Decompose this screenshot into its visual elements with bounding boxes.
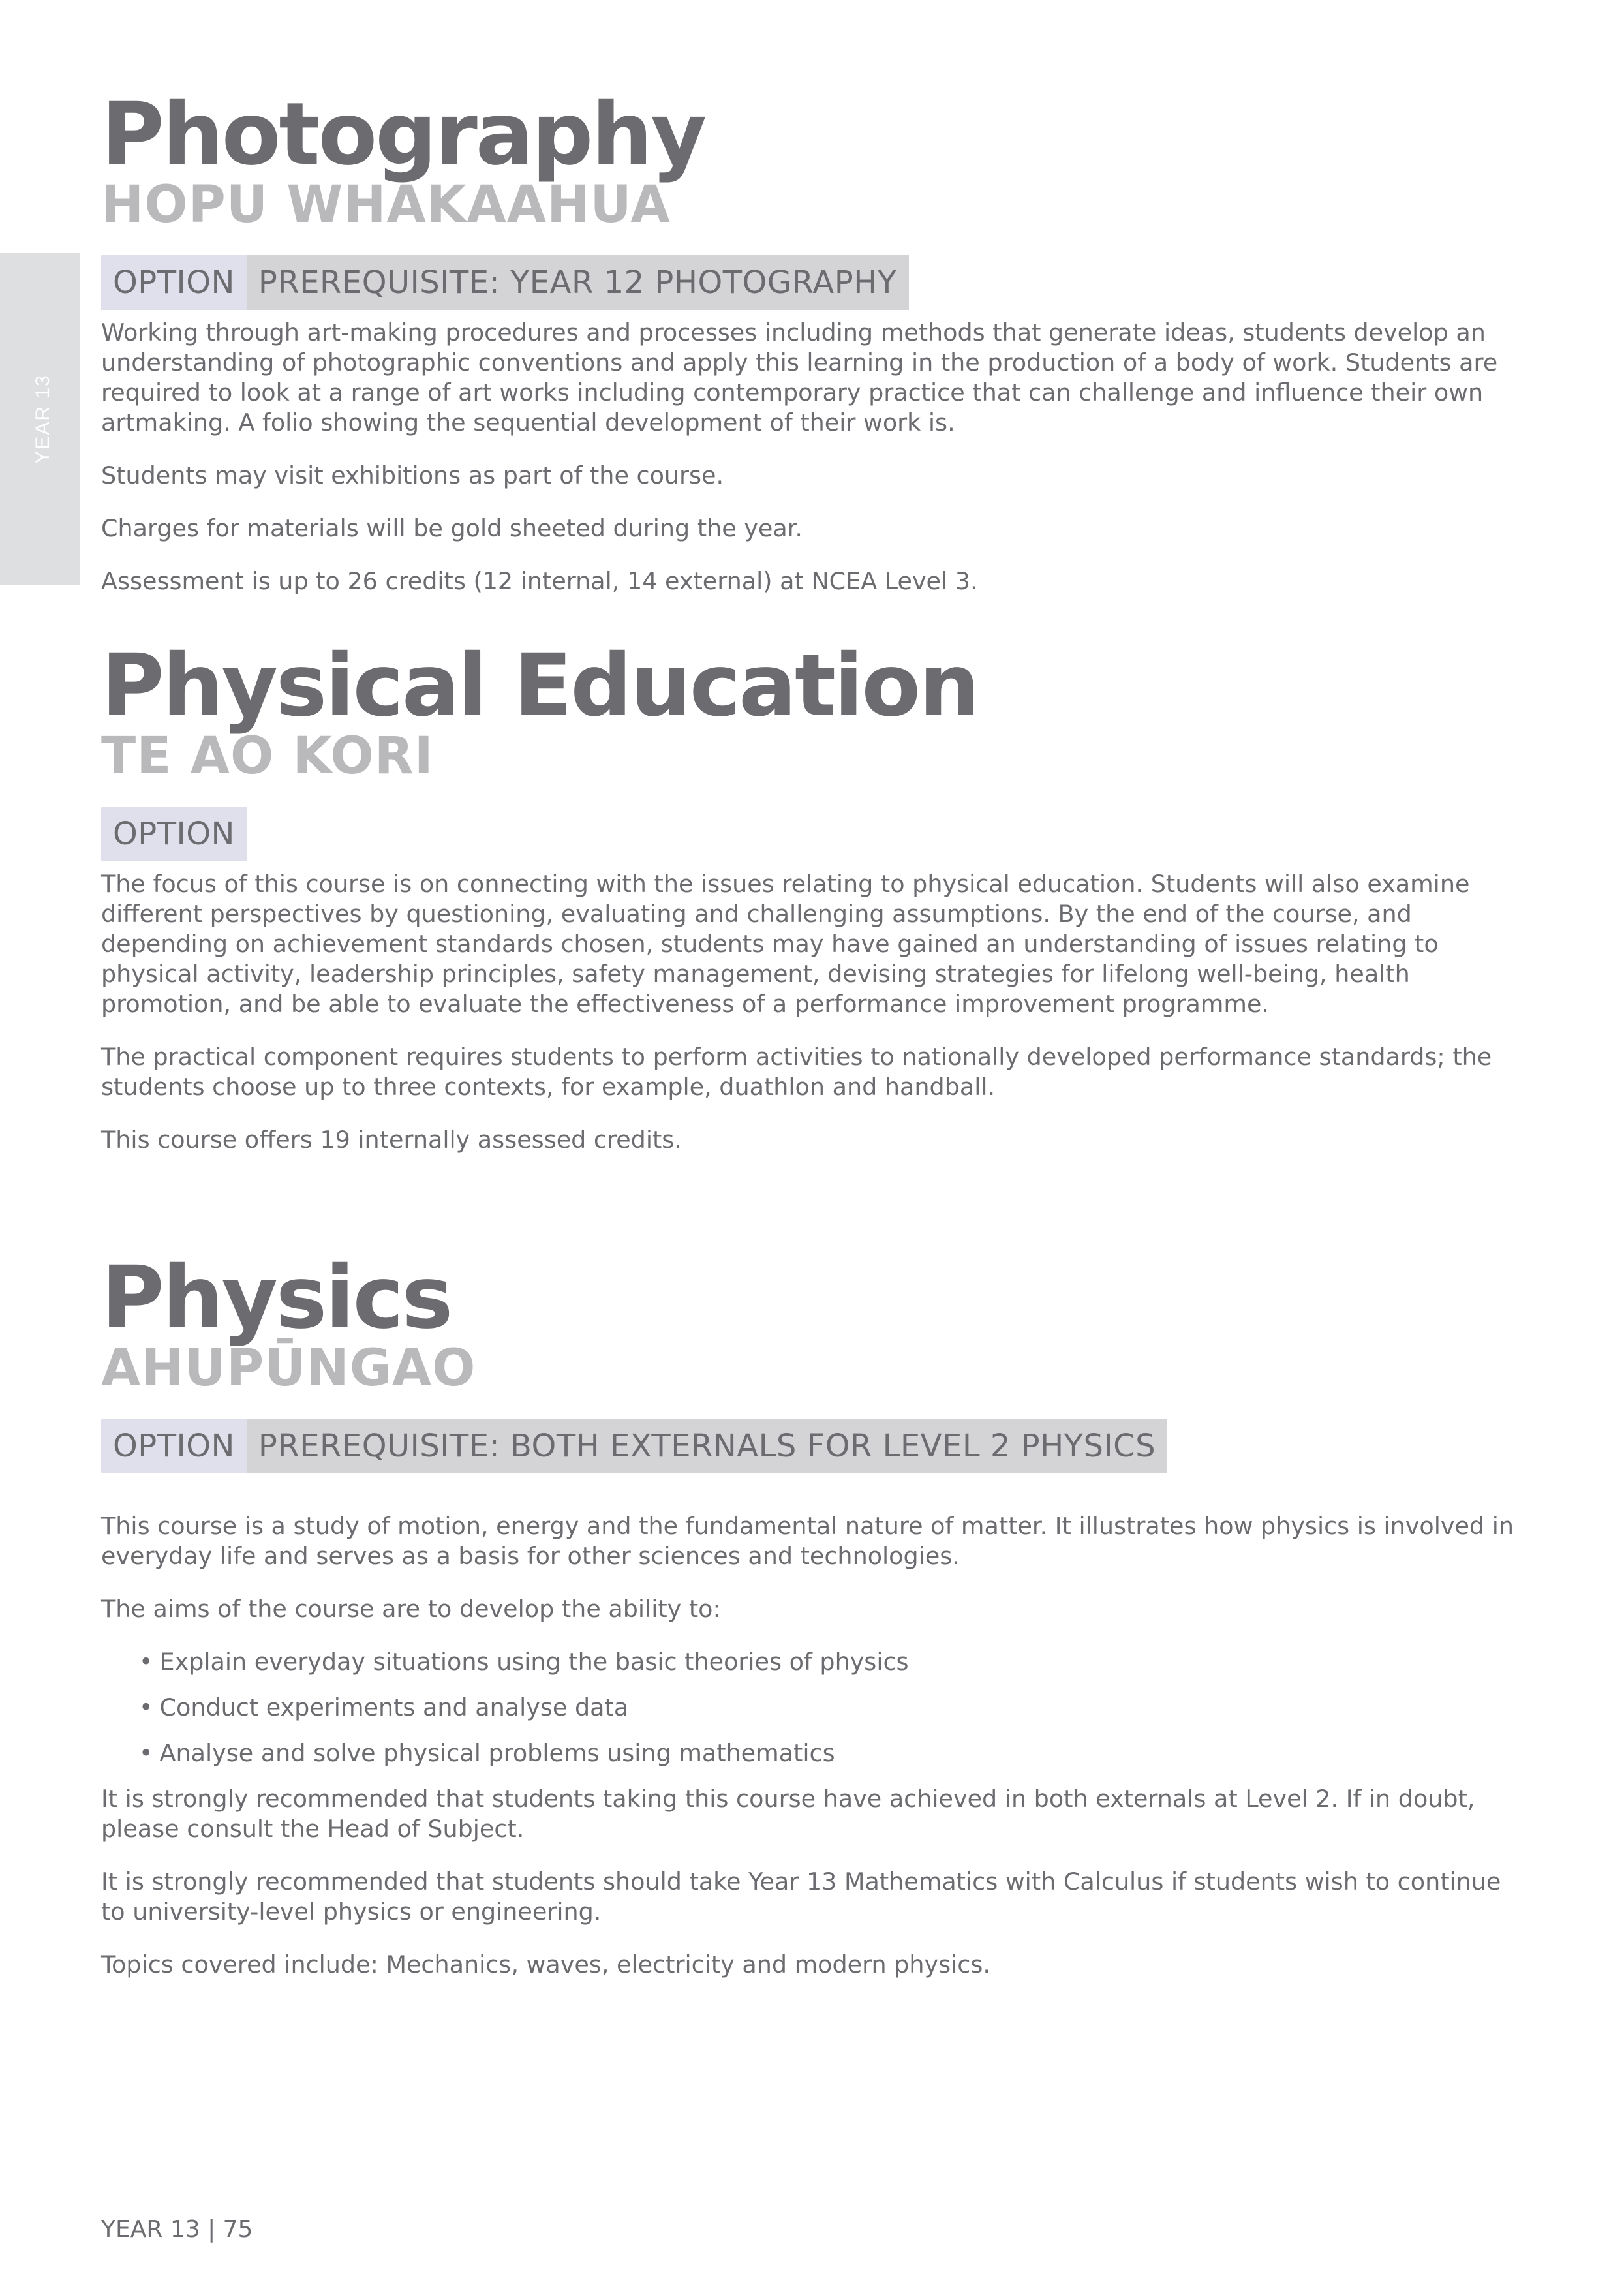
- list-item-text: Conduct experiments and analyse data: [159, 1693, 629, 1721]
- paragraph: The practical component requires students to perform activities to nationally developed performance standards; the students choose up to three contexts, for example, duathlon and handball.: [101, 1043, 1492, 1101]
- section-photography: [101, 84, 1530, 596]
- paragraph: It is strongly recommended that students taking this course have achieved in both externals at Level 2. If in doubt, please consult the Head of Subject.: [101, 1785, 1475, 1843]
- bullet-icon: •: [139, 1648, 153, 1676]
- tag-row: [101, 807, 1530, 861]
- list-item-text: Explain everyday situations using the basic theories of physics: [159, 1648, 909, 1676]
- paragraph: Working through art-making procedures and processes including methods that generate ideas, students develop an understanding of photographic conventions and apply this learning in the production of a body of work. Students are required to look at a range of art works including contemporary practice that can challenge and influence their own artmaking. A folio showing the sequential development of their work is.: [101, 318, 1498, 437]
- paragraph: Students may visit exhibitions as part of the course.: [101, 461, 724, 489]
- page-footer: YEAR 13 | 75: [101, 2216, 253, 2243]
- section-maori-title: AHUPŪNGAO: [101, 1339, 476, 1398]
- bullet-icon: •: [139, 1739, 153, 1767]
- section-title: Photography: [101, 84, 705, 185]
- paragraph: The aims of the course are to develop the ability to:: [101, 1595, 721, 1623]
- list-item: [139, 1647, 1530, 1677]
- year-side-tab-label: YEAR 13: [32, 374, 54, 464]
- paragraph: This course offers 19 internally assessed credits.: [101, 1126, 682, 1154]
- option-tag: OPTION: [101, 807, 247, 861]
- tag-row: [101, 1419, 1530, 1473]
- paragraph: The focus of this course is on connecting with the issues relating to physical education. Students will also examine different perspectives by questioning, evaluating and challenging assumptions. By the end of the course, and depending on achievement standards chosen, students may have gained an understanding of issues relating to physical activity, leadership principles, safety management, devising strategies for lifelong well-being, health promotion, and be able to evaluate the effectiveness of a performance improvement programme.: [101, 870, 1470, 1018]
- list-item: [139, 1738, 1530, 1768]
- section-maori-title: HOPU WHAKAAHUA: [101, 176, 671, 234]
- paragraph: Assessment is up to 26 credits (12 internal, 14 external) at NCEA Level 3.: [101, 567, 978, 595]
- section-physics: [101, 1248, 1530, 1980]
- paragraph: This course is a study of motion, energy and the fundamental nature of matter. It illustrates how physics is involved in everyday life and serves as a basis for other sciences and technologies.: [101, 1512, 1514, 1570]
- paragraph: Charges for materials will be gold sheeted during the year.: [101, 514, 803, 542]
- section-title: Physical Education: [101, 636, 979, 736]
- aims-list: [101, 1647, 1530, 1768]
- section-title: Physics: [101, 1248, 452, 1348]
- option-tag: OPTION: [101, 255, 247, 310]
- paragraph: It is strongly recommended that students should take Year 13 Mathematics with Calculus if students wish to continue to university-level physics or engineering.: [101, 1868, 1501, 1926]
- paragraph: Topics covered include: Mechanics, waves, electricity and modern physics.: [101, 1950, 990, 1979]
- section-physical-education: [101, 636, 1530, 1155]
- prerequisite-tag: PREREQUISITE: YEAR 12 PHOTOGRAPHY: [247, 255, 909, 310]
- list-item: [139, 1693, 1530, 1723]
- bullet-icon: •: [139, 1693, 153, 1721]
- option-tag: OPTION: [101, 1419, 247, 1473]
- prerequisite-tag: PREREQUISITE: BOTH EXTERNALS FOR LEVEL 2 PHYSICS: [247, 1419, 1167, 1473]
- tag-row: [101, 255, 1530, 310]
- list-item-text: Analyse and solve physical problems using mathematics: [159, 1739, 835, 1767]
- section-maori-title: TE AO KORI: [101, 727, 434, 786]
